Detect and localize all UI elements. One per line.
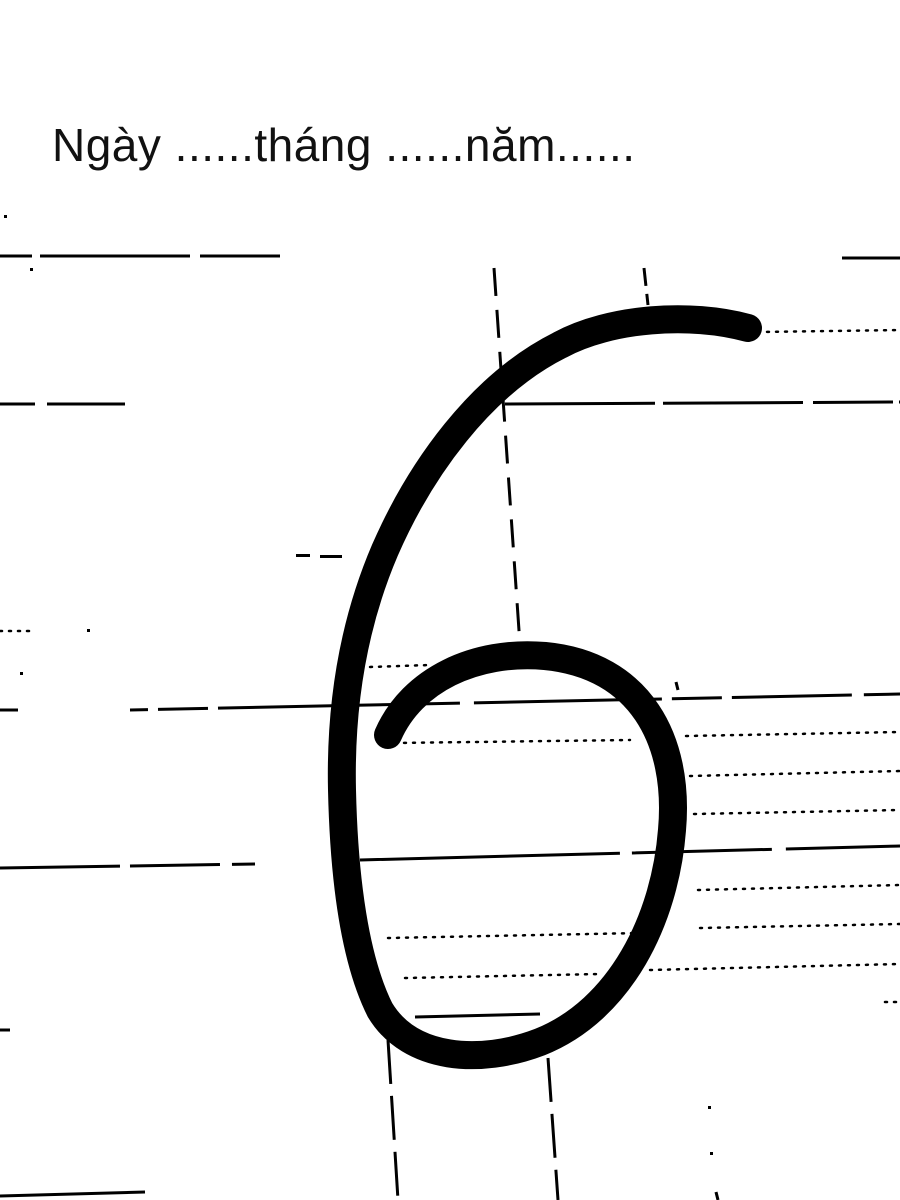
dotted-line-10 [405, 974, 600, 978]
dotted-line-3 [395, 740, 630, 743]
slant-guide-lower-right [548, 1058, 558, 1200]
dotted-line-2 [370, 665, 430, 667]
slant-guide-upper-right [644, 268, 648, 305]
speck [20, 672, 23, 675]
guide-line-footer [0, 1192, 145, 1196]
handwritten-digit-6-icon [342, 319, 748, 1055]
date-line: Ngày ......tháng ......năm...... [52, 119, 636, 171]
speck [710, 1152, 713, 1155]
dotted-line-6 [694, 810, 900, 814]
speck [296, 554, 310, 557]
speck [320, 555, 342, 558]
dotted-line-7 [698, 885, 900, 890]
guide-line-upper-right [505, 402, 900, 404]
dotted-line-11 [650, 964, 900, 970]
dotted-line-1 [758, 330, 900, 332]
guide-line-bottom [415, 1014, 540, 1017]
guide-line-middle [130, 694, 900, 710]
speck [4, 215, 7, 218]
dotted-line-8 [388, 933, 640, 938]
slant-guide-lower-left [388, 1040, 398, 1200]
dotted-line-9 [700, 924, 900, 928]
slant-guide-upper [494, 268, 520, 645]
speck [708, 1106, 711, 1109]
dotted-line-5 [690, 771, 900, 776]
guide-line-lower-right [360, 846, 900, 860]
slant-guide-bottom-tick [716, 1192, 718, 1200]
dotted-line-4 [686, 732, 900, 736]
speck [87, 629, 90, 632]
slant-guide-tick [676, 682, 678, 690]
speck [30, 268, 33, 271]
guide-line-lower [0, 864, 255, 868]
digit-6-stroke [342, 319, 748, 1055]
